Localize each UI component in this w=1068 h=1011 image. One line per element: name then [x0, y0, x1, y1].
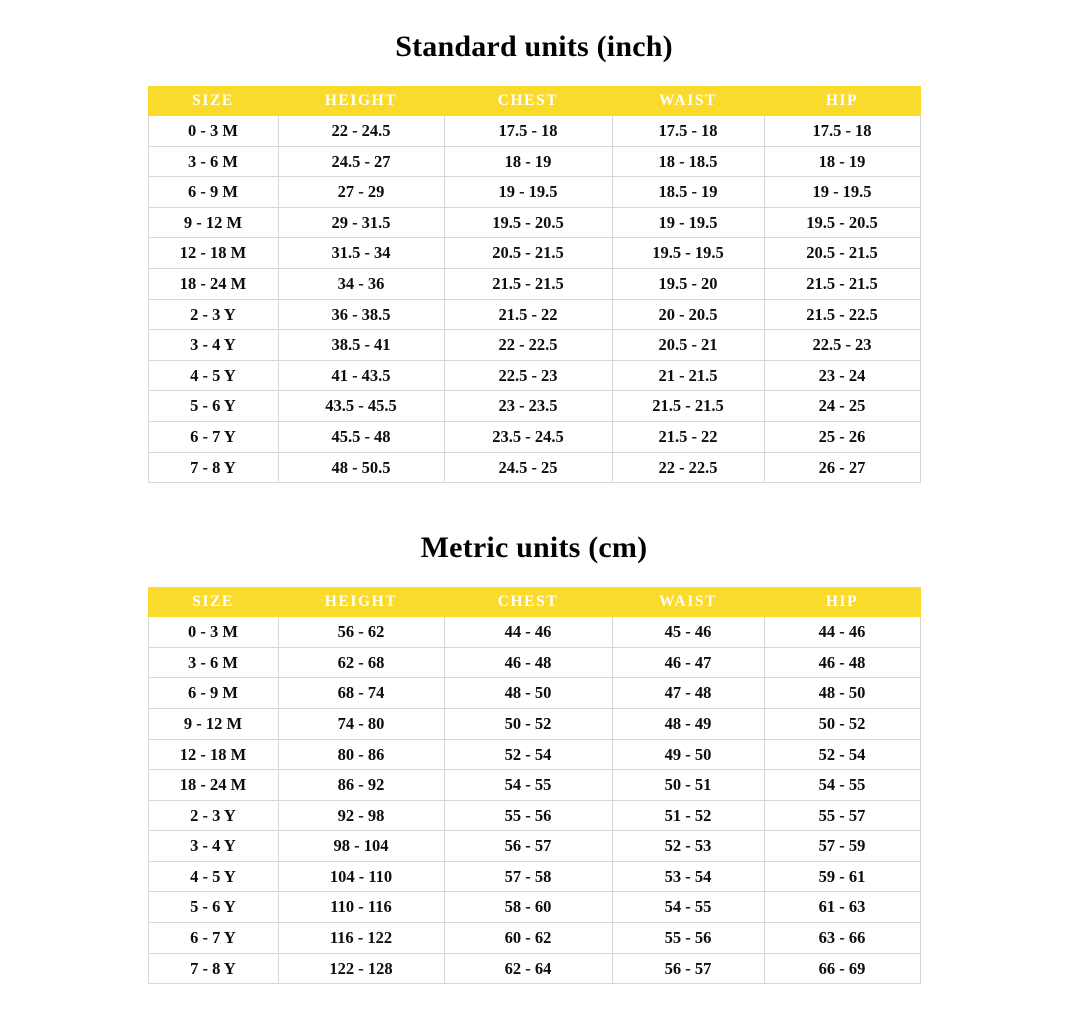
- cell-waist: 52 - 53: [612, 831, 764, 862]
- cell-waist: 20 - 20.5: [612, 299, 764, 330]
- cell-chest: 54 - 55: [444, 770, 612, 801]
- cell-waist: 49 - 50: [612, 739, 764, 770]
- column-header-chest: CHEST: [444, 87, 612, 116]
- table-row: [148, 268, 920, 299]
- cell-hip: 23 - 24: [764, 360, 920, 391]
- table-row: [148, 861, 920, 892]
- cell-hip: 18 - 19: [764, 146, 920, 177]
- cell-hip: 19 - 19.5: [764, 177, 920, 208]
- cell-chest: 19.5 - 20.5: [444, 207, 612, 238]
- cell-chest: 17.5 - 18: [444, 116, 612, 147]
- cell-hip: 20.5 - 21.5: [764, 238, 920, 269]
- cell-size: 3 - 6 M: [148, 146, 278, 177]
- cell-chest: 21.5 - 22: [444, 299, 612, 330]
- cell-waist: 18.5 - 19: [612, 177, 764, 208]
- cell-size: 9 - 12 M: [148, 207, 278, 238]
- cell-hip: 57 - 59: [764, 831, 920, 862]
- table-row: [148, 953, 920, 984]
- cell-size: 0 - 3 M: [148, 617, 278, 648]
- cell-chest: 24.5 - 25: [444, 452, 612, 483]
- cell-hip: 61 - 63: [764, 892, 920, 923]
- cell-height: 56 - 62: [278, 617, 444, 648]
- table-row: [148, 892, 920, 923]
- cell-chest: 57 - 58: [444, 861, 612, 892]
- cell-height: 62 - 68: [278, 647, 444, 678]
- cell-waist: 56 - 57: [612, 953, 764, 984]
- cell-chest: 19 - 19.5: [444, 177, 612, 208]
- cell-chest: 46 - 48: [444, 647, 612, 678]
- table-row: [148, 146, 920, 177]
- column-header-waist: WAIST: [612, 588, 764, 617]
- cell-hip: 54 - 55: [764, 770, 920, 801]
- cell-hip: 17.5 - 18: [764, 116, 920, 147]
- cell-size: 18 - 24 M: [148, 770, 278, 801]
- cell-height: 74 - 80: [278, 708, 444, 739]
- cell-waist: 50 - 51: [612, 770, 764, 801]
- column-header-chest: CHEST: [444, 588, 612, 617]
- cell-height: 22 - 24.5: [278, 116, 444, 147]
- cell-size: 3 - 4 Y: [148, 831, 278, 862]
- cell-waist: 22 - 22.5: [612, 452, 764, 483]
- cell-hip: 22.5 - 23: [764, 330, 920, 361]
- table-header-row: [148, 87, 920, 116]
- cell-size: 2 - 3 Y: [148, 800, 278, 831]
- page-title-metric: Metric units (cm): [420, 531, 648, 565]
- cell-height: 38.5 - 41: [278, 330, 444, 361]
- cell-size: 6 - 7 Y: [148, 923, 278, 954]
- table-row: [148, 391, 920, 422]
- cell-height: 24.5 - 27: [278, 146, 444, 177]
- cell-height: 27 - 29: [278, 177, 444, 208]
- cell-chest: 58 - 60: [444, 892, 612, 923]
- cell-waist: 21.5 - 21.5: [612, 391, 764, 422]
- standard-units-section: [0, 0, 1068, 483]
- cell-height: 68 - 74: [278, 678, 444, 709]
- cell-hip: 52 - 54: [764, 739, 920, 770]
- cell-height: 86 - 92: [278, 770, 444, 801]
- cell-waist: 47 - 48: [612, 678, 764, 709]
- cell-waist: 20.5 - 21: [612, 330, 764, 361]
- cell-hip: 59 - 61: [764, 861, 920, 892]
- cell-waist: 19.5 - 19.5: [612, 238, 764, 269]
- cell-hip: 25 - 26: [764, 421, 920, 452]
- cell-height: 92 - 98: [278, 800, 444, 831]
- cell-waist: 19 - 19.5: [612, 207, 764, 238]
- cell-chest: 48 - 50: [444, 678, 612, 709]
- cell-chest: 55 - 56: [444, 800, 612, 831]
- cell-waist: 55 - 56: [612, 923, 764, 954]
- table-row: [148, 116, 920, 147]
- cell-chest: 44 - 46: [444, 617, 612, 648]
- metric-units-table: [148, 587, 921, 984]
- cell-hip: 21.5 - 22.5: [764, 299, 920, 330]
- table-row: [148, 452, 920, 483]
- cell-height: 116 - 122: [278, 923, 444, 954]
- cell-waist: 21 - 21.5: [612, 360, 764, 391]
- cell-height: 122 - 128: [278, 953, 444, 984]
- cell-hip: 63 - 66: [764, 923, 920, 954]
- table-row: [148, 739, 920, 770]
- cell-waist: 51 - 52: [612, 800, 764, 831]
- table-row: [148, 360, 920, 391]
- table-row: [148, 238, 920, 269]
- cell-waist: 21.5 - 22: [612, 421, 764, 452]
- cell-size: 9 - 12 M: [148, 708, 278, 739]
- cell-size: 6 - 7 Y: [148, 421, 278, 452]
- cell-hip: 46 - 48: [764, 647, 920, 678]
- table-row: [148, 330, 920, 361]
- cell-waist: 48 - 49: [612, 708, 764, 739]
- cell-height: 31.5 - 34: [278, 238, 444, 269]
- cell-height: 110 - 116: [278, 892, 444, 923]
- cell-chest: 22 - 22.5: [444, 330, 612, 361]
- cell-chest: 62 - 64: [444, 953, 612, 984]
- cell-height: 80 - 86: [278, 739, 444, 770]
- table-row: [148, 678, 920, 709]
- table-row: [148, 177, 920, 208]
- cell-height: 29 - 31.5: [278, 207, 444, 238]
- cell-size: 2 - 3 Y: [148, 299, 278, 330]
- cell-waist: 46 - 47: [612, 647, 764, 678]
- table-row: [148, 299, 920, 330]
- column-header-hip: HIP: [764, 588, 920, 617]
- cell-waist: 19.5 - 20: [612, 268, 764, 299]
- table-row: [148, 923, 920, 954]
- cell-waist: 53 - 54: [612, 861, 764, 892]
- cell-size: 5 - 6 Y: [148, 892, 278, 923]
- cell-chest: 60 - 62: [444, 923, 612, 954]
- cell-height: 36 - 38.5: [278, 299, 444, 330]
- cell-chest: 22.5 - 23: [444, 360, 612, 391]
- cell-size: 12 - 18 M: [148, 739, 278, 770]
- cell-chest: 52 - 54: [444, 739, 612, 770]
- cell-waist: 54 - 55: [612, 892, 764, 923]
- cell-waist: 18 - 18.5: [612, 146, 764, 177]
- cell-height: 41 - 43.5: [278, 360, 444, 391]
- cell-waist: 17.5 - 18: [612, 116, 764, 147]
- column-header-height: HEIGHT: [278, 87, 444, 116]
- cell-waist: 45 - 46: [612, 617, 764, 648]
- cell-size: 5 - 6 Y: [148, 391, 278, 422]
- cell-hip: 48 - 50: [764, 678, 920, 709]
- cell-height: 43.5 - 45.5: [278, 391, 444, 422]
- cell-height: 48 - 50.5: [278, 452, 444, 483]
- page-title-standard: Standard units (inch): [395, 30, 673, 63]
- cell-chest: 56 - 57: [444, 831, 612, 862]
- cell-height: 45.5 - 48: [278, 421, 444, 452]
- table-row: [148, 207, 920, 238]
- cell-hip: 66 - 69: [764, 953, 920, 984]
- cell-hip: 19.5 - 20.5: [764, 207, 920, 238]
- table-row: [148, 421, 920, 452]
- cell-hip: 26 - 27: [764, 452, 920, 483]
- cell-height: 34 - 36: [278, 268, 444, 299]
- table-row: [148, 770, 920, 801]
- metric-units-section: [0, 483, 1068, 984]
- cell-hip: 21.5 - 21.5: [764, 268, 920, 299]
- table-row: [148, 708, 920, 739]
- cell-size: 4 - 5 Y: [148, 360, 278, 391]
- column-header-height: HEIGHT: [278, 588, 444, 617]
- cell-size: 7 - 8 Y: [148, 452, 278, 483]
- cell-height: 98 - 104: [278, 831, 444, 862]
- cell-size: 18 - 24 M: [148, 268, 278, 299]
- cell-height: 104 - 110: [278, 861, 444, 892]
- cell-size: 3 - 6 M: [148, 647, 278, 678]
- table-row: [148, 831, 920, 862]
- cell-chest: 20.5 - 21.5: [444, 238, 612, 269]
- cell-size: 6 - 9 M: [148, 678, 278, 709]
- cell-chest: 23.5 - 24.5: [444, 421, 612, 452]
- cell-chest: 21.5 - 21.5: [444, 268, 612, 299]
- cell-hip: 55 - 57: [764, 800, 920, 831]
- cell-size: 7 - 8 Y: [148, 953, 278, 984]
- cell-chest: 50 - 52: [444, 708, 612, 739]
- cell-chest: 18 - 19: [444, 146, 612, 177]
- cell-size: 0 - 3 M: [148, 116, 278, 147]
- standard-units-table: [148, 86, 921, 483]
- column-header-waist: WAIST: [612, 87, 764, 116]
- cell-size: 3 - 4 Y: [148, 330, 278, 361]
- table-row: [148, 800, 920, 831]
- column-header-size: SIZE: [148, 87, 278, 116]
- cell-hip: 44 - 46: [764, 617, 920, 648]
- cell-size: 12 - 18 M: [148, 238, 278, 269]
- cell-chest: 23 - 23.5: [444, 391, 612, 422]
- cell-size: 4 - 5 Y: [148, 861, 278, 892]
- table-row: [148, 617, 920, 648]
- cell-hip: 24 - 25: [764, 391, 920, 422]
- cell-size: 6 - 9 M: [148, 177, 278, 208]
- table-header-row: [148, 588, 920, 617]
- table-row: [148, 647, 920, 678]
- column-header-size: SIZE: [148, 588, 278, 617]
- cell-hip: 50 - 52: [764, 708, 920, 739]
- column-header-hip: HIP: [764, 87, 920, 116]
